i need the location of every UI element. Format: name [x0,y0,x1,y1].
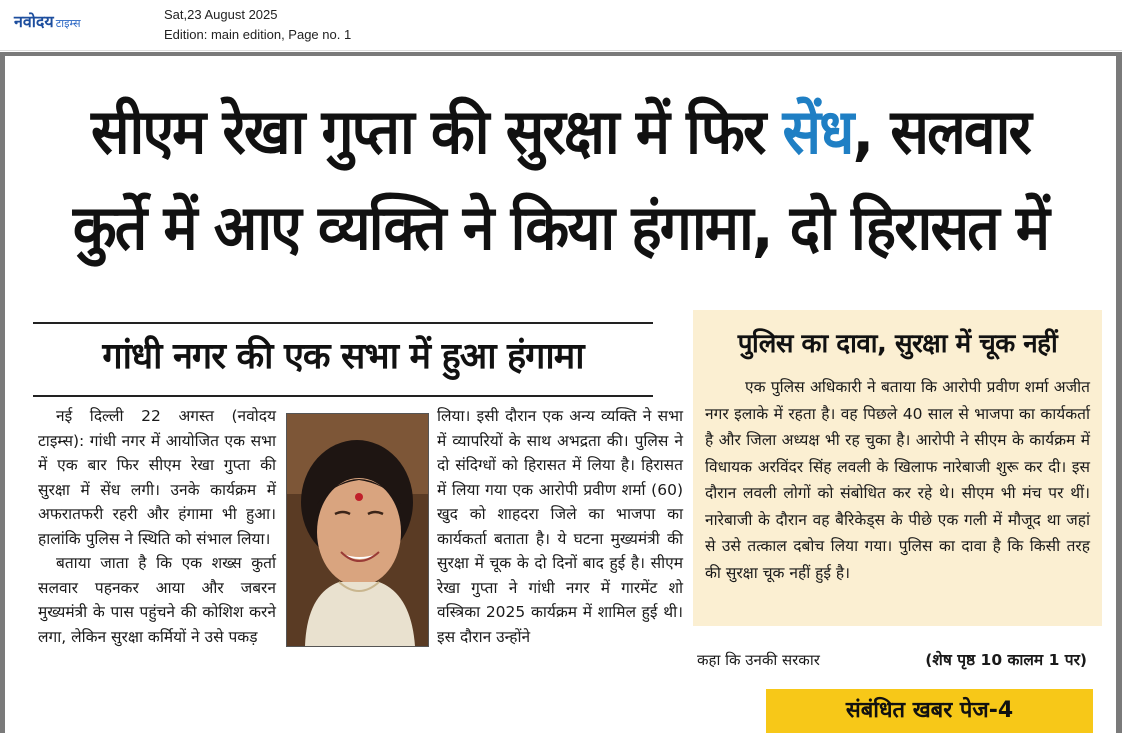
article-column-2 [437,404,683,649]
headline-line-2: कुर्ते में आए व्यक्ति ने किया हंगामा, दो हिरासत में [72,191,1049,264]
logo-main: नवोदय [14,12,54,31]
headline-text-end: , सलवार [852,95,1031,168]
box-body: एक पुलिस अधिकारी ने बताया कि आरोपी प्रवीण शर्मा अजीत नगर इलाके में रहता है। वह पिछले 40 साल से भाजपा का कार्यकर्ता है और जिला अध्यक्ष भी रह चुका है। आरोपी ने सीएम के कार्यक्रम में विधायक अरविंदर सिंह लवली के खिलाफ नारेबाजी शुरू कर दी। इस दौरान लवली लोगों को संबोधित कर रहे थे। सीएम भी मंच पर थीं। नारेबाजी के दौरान वह बैरिकेड्स के पीछे एक गली में मौजूद था जहां से उसे तत्काल दबोच लिया गया। पुलिस का दावा है कि किसी तरह की सुरक्षा चूक नहीं हुई है। [705,378,1090,582]
newspaper-logo[interactable] [14,10,81,32]
continuation-line [697,648,1095,672]
headline-text: सीएम रेखा गुप्ता की सुरक्षा में फिर [90,95,783,168]
main-headline [49,84,1071,276]
continued-on-page[interactable]: (शेष पृष्ठ 10 कालम 1 पर) [925,651,1087,669]
paragraph: बताया जाता है कि एक शख्स कुर्ता सलवार पहनकर आया और जबरन मुख्यमंत्री के पास पहुंचने की कोशिश करने लगा, लेकिन सुरक्षा कर्मियों ने उसे पकड़ [38,554,276,646]
logo-sub: टाइम्स [55,17,81,30]
headline-line-1 [49,84,1071,180]
paragraph: नई दिल्ली 22 अगस्त (नवोदय टाइम्स): गांधी नगर में आयोजित एक सभा में एक बार फिर सीएम रेखा गुप्ता की सुरक्षा में सेंध लगी। उनके कार्यक्रम में अफरातफरी रहरी और हंगामा भी हुआ। हालांकि पुलिस ने स्थिति को संभाल लिया। [38,407,276,548]
police-claim-box [693,310,1102,626]
continuation-text: कहा कि उनकी सरकार [697,651,820,669]
top-bar [0,0,1122,51]
box-title: पुलिस का दावा, सुरक्षा में चूक नहीं [737,329,1058,359]
portrait-image [287,414,428,646]
issue-date: Sat,23 August 2025 [164,7,278,22]
subhead-rule-bottom [33,395,653,397]
newspaper-page[interactable] [5,56,1116,733]
edition-page: Edition: main edition, Page no. 1 [164,27,352,42]
page-frame [0,52,1122,733]
sub-headline: गांधी नगर की एक सभा में हुआ हंगामा [102,336,584,377]
headline-highlight: सेंध [782,95,853,168]
paragraph: लिया। इसी दौरान एक अन्य व्यक्ति ने सभा में व्यापरियों के साथ अभद्रता की। पुलिस ने दो संदिग्धों को हिरासत में लिया है। हिरासत में लिया गया एक आरोपी प्रवीण शर्मा (60) खुद को शाहदरा जिले का भाजपा का कार्यकर्ता बताता है। ये घटना मुख्यमंत्री की सुरक्षा में चूक के दो दिनों बाद हुई है। सीएम रेखा गुप्ता ने गांधी नगर में गारमेंट शो वस्त्रिका 2025 कार्यक्रम में शामिल हुई थी। इस दौरान उन्होंने [437,407,683,646]
edition-info [164,5,351,45]
related-news-banner[interactable]: संबंधित खबर पेज-4 [766,689,1093,733]
cm-photo [286,413,429,647]
article-column-1 [38,404,276,649]
